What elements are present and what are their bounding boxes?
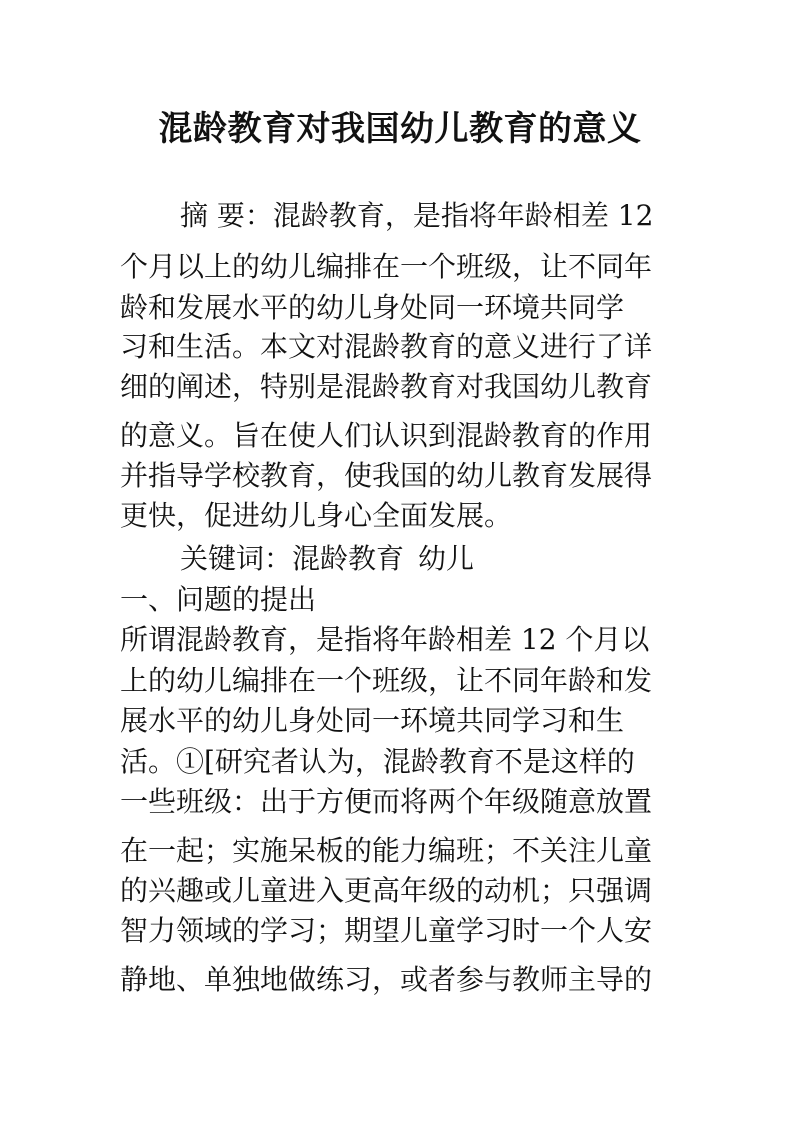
abstract-line: 细的阐述，特别是混龄教育对我国幼儿教育 [120, 370, 653, 403]
abstract-line: 更快，促进幼儿身心全面发展。 [120, 499, 513, 532]
body-line: 上的幼儿编排在一个班级，让不同年龄和发 [120, 664, 653, 697]
body-line: 所谓混龄教育，是指将年龄相差 12 个月以 [120, 623, 650, 656]
body-line: 智力领域的学习；期望儿童学习时一个人安 [120, 914, 653, 947]
abstract-first-line [180, 196, 653, 236]
abstract-line: 并指导学校教育，使我国的幼儿教育发展得 [120, 459, 653, 492]
abstract-line: 龄和发展水平的幼儿身处同一环境共同学 [120, 291, 625, 324]
keyword-item: 幼儿 [418, 542, 475, 575]
keyword-item: 混龄教育 [292, 542, 405, 575]
body-line: 在一起；实施呆板的能力编班；不关注儿童 [120, 834, 653, 867]
body-line: 的兴趣或儿童进入更高年级的动机；只强调 [120, 874, 653, 907]
abstract-line: 混龄教育，是指将年龄相差 12 [272, 199, 654, 232]
body-line: 一些班级：出于方便而将两个年级随意放置 [120, 785, 653, 818]
document-title: 混龄教育对我国幼儿教育的意义 [158, 109, 642, 149]
section-heading: 一、问题的提出 [120, 583, 317, 616]
keywords-line [180, 539, 474, 579]
body-line: 静地、单独地做练习，或者参与教师主导的 [120, 963, 653, 996]
abstract-label: 摘 要： [180, 199, 273, 232]
body-line: 展水平的幼儿身处同一环境共同学习和生 [120, 704, 625, 737]
abstract-line: 习和生活。本文对混龄教育的意义进行了详 [120, 330, 653, 363]
abstract-line: 的意义。旨在使人们认识到混龄教育的作用 [120, 419, 653, 452]
keywords-label: 关键词： [180, 542, 293, 575]
body-line: 活。①[研究者认为，混龄教育不是这样的 [120, 745, 635, 778]
abstract-line: 个月以上的幼儿编排在一个班级，让不同年 [120, 250, 653, 283]
